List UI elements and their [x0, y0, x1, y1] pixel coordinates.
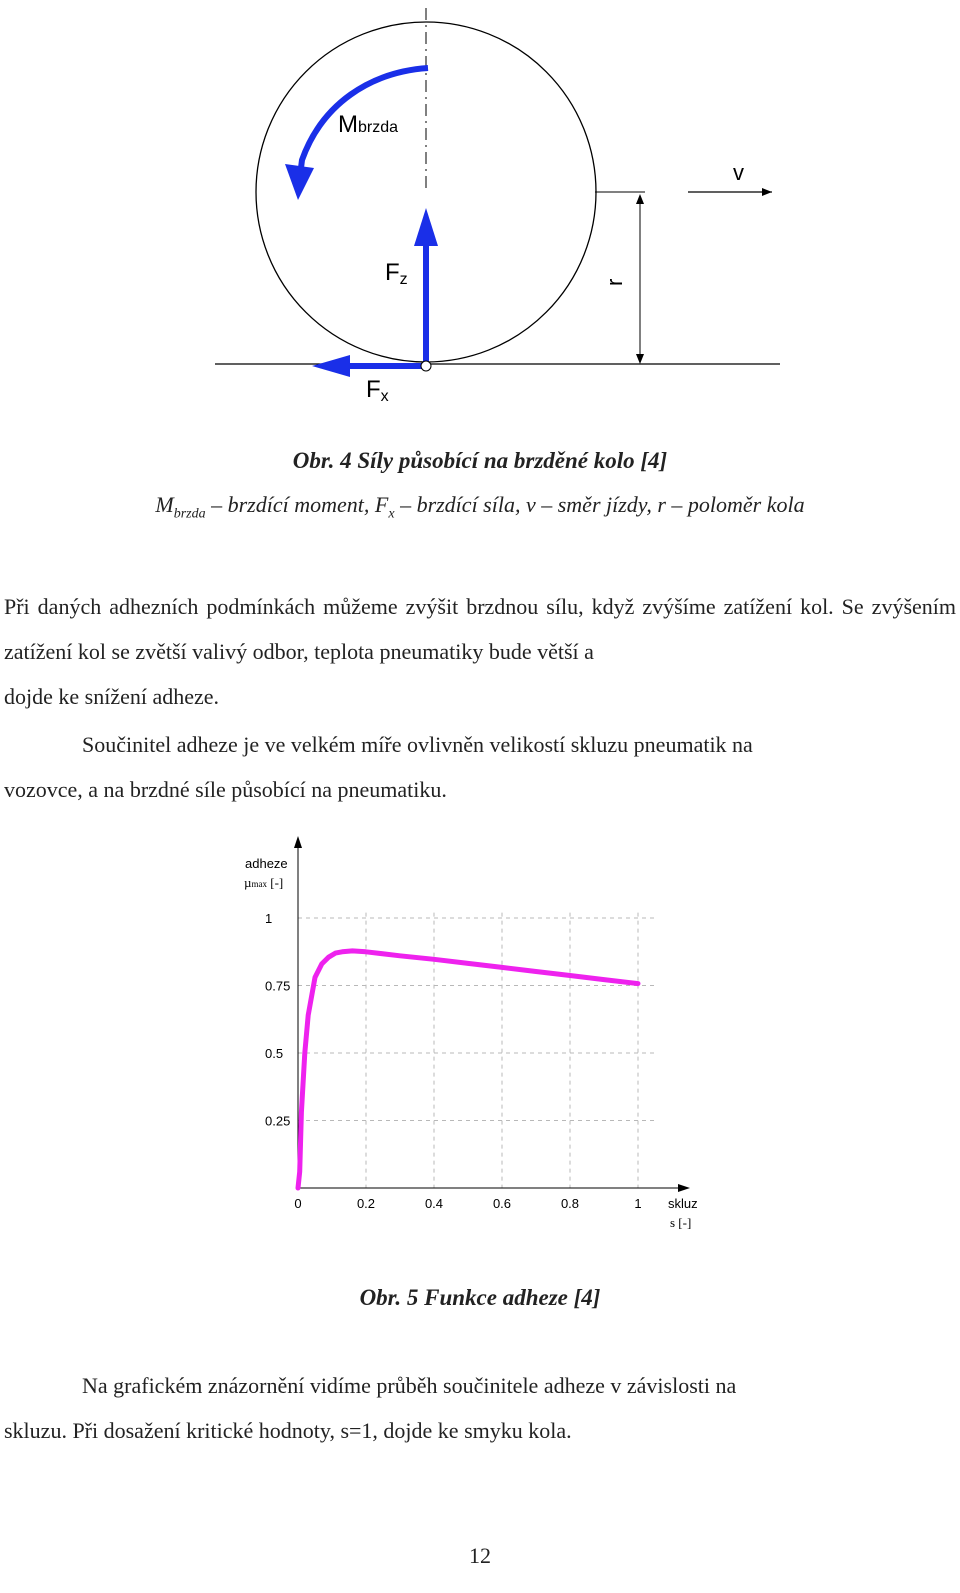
x-tick-label: 0.8 — [560, 1196, 580, 1211]
y-axis-unit: µmax [-] — [244, 875, 284, 890]
x-axis-arrow — [678, 1184, 690, 1192]
paragraph-1: Při daných adhezních podmínkách můžeme zvýšit brzdnou sílu, když zvýšíme zatížení kol. Se zvýšením zatížení kol se zvětší valivý odbor, teplota pneumatiky bude větší a dojde ke snížení adheze. — [4, 594, 956, 709]
y-tick-label: 0.75 — [265, 978, 291, 994]
figure4-caption: Obr. 4 Síly působící na brzděné kolo [4] — [292, 448, 668, 473]
page-number: 12 — [469, 1543, 491, 1568]
x-tick-label: 0.2 — [356, 1196, 376, 1211]
x-tick-label: 0 — [294, 1196, 302, 1211]
y-tick-label: 0.5 — [265, 1046, 284, 1061]
y-axis-arrow — [294, 836, 302, 848]
y-tick-label: 0.25 — [265, 1113, 291, 1129]
adhesion-chart — [230, 830, 730, 1250]
force-z-label: Fz — [385, 259, 408, 288]
y-tick-label: 1 — [265, 911, 273, 926]
adhesion-curve — [298, 951, 638, 1188]
paragraph-2: Součinitel adheze je ve velkém míře ovlivněn velikostí skluzu pneumatik na vozovce, a na brzdné síle působící na pneumatiku. — [4, 732, 753, 802]
figure4-legend: $M_{brzda}$ – brzdící moment, $F_x$ – brzdící síla, v – směr jízdy, r – poloměr kola — [155, 492, 805, 522]
x-axis-unit: s [-] — [670, 1215, 692, 1230]
moment-label: Mbrzda — [338, 111, 399, 138]
figure5-caption: Obr. 5 Funkce adheze [4] — [359, 1285, 601, 1310]
force-x-label: Fx — [366, 376, 389, 405]
contact-point — [421, 361, 431, 371]
paragraph-3: Na grafickém znázornění vidíme průběh součinitele adheze v závislosti na skluzu. Při dosažení kritické hodnoty, s=1, dojde ke smyku kola. — [4, 1373, 737, 1443]
radius-label: r — [602, 278, 627, 286]
x-tick-label: 1 — [634, 1196, 642, 1211]
velocity-label: v — [733, 160, 744, 185]
x-axis-title: skluz — [668, 1196, 698, 1211]
x-tick-label: 0.6 — [492, 1196, 512, 1211]
x-tick-label: 0.4 — [424, 1196, 444, 1211]
y-axis-title: adheze — [245, 856, 288, 871]
wheel-force-diagram — [0, 0, 960, 420]
